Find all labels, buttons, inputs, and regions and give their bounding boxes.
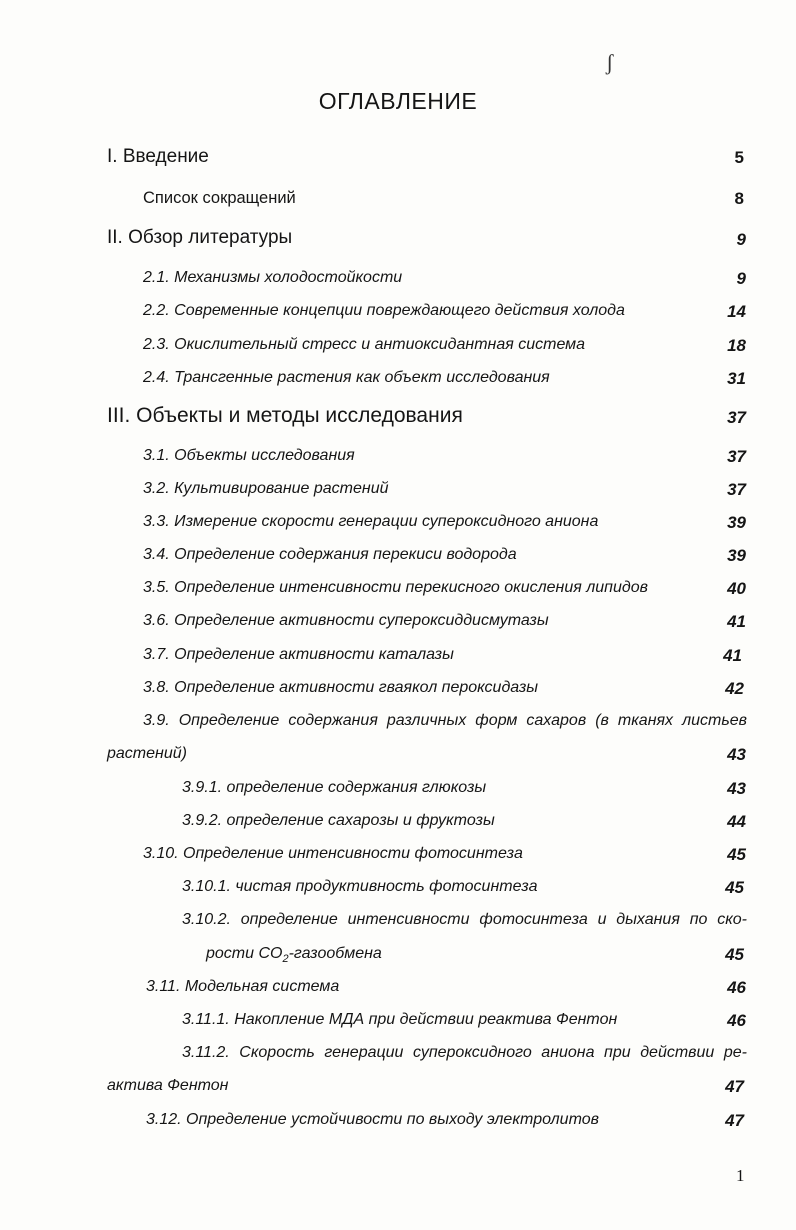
toc-entry[interactable] <box>0 336 796 364</box>
toc-entry-label: III. Объекты и методы исследования <box>107 404 463 427</box>
toc-entry-page: 5 <box>734 148 744 167</box>
toc-entry-page: 14 <box>727 302 746 321</box>
toc-entry-page: 47 <box>725 1111 744 1130</box>
toc-entry[interactable] <box>0 546 796 574</box>
toc-entry-page: 40 <box>727 579 746 598</box>
toc-entry[interactable] <box>0 679 796 707</box>
toc-entry-label: 3.7. Определение активности каталазы <box>143 646 454 663</box>
toc-entry-label: 3.8. Определение активности гваякол пероксидазы <box>143 679 539 696</box>
toc-entry-label: 3.1. Объекты исследования <box>143 447 355 464</box>
toc-entry-label-line2: растений) <box>107 745 187 762</box>
toc-entry[interactable] <box>0 369 796 397</box>
toc-entry-page: 31 <box>727 369 746 388</box>
toc-entry[interactable] <box>0 878 796 906</box>
toc-entry-page: 44 <box>727 812 746 831</box>
toc-entry-page: 37 <box>727 408 746 427</box>
toc-entry[interactable] <box>0 911 796 973</box>
toc-entry-page: 45 <box>725 945 744 964</box>
toc-entry-label: 3.9.2. определение сахарозы и фруктозы <box>182 812 495 829</box>
toc-entry-page: 39 <box>727 546 746 565</box>
toc-entry-page: 8 <box>734 189 744 208</box>
toc-entry-label-line1: 3.11.2. Скорость генерации супероксидного аниона при действии ре- <box>182 1044 747 1061</box>
toc-entry-page: 37 <box>727 447 746 466</box>
toc-entry-label: 3.5. Определение интенсивности перекисного окисления липидов <box>143 579 648 596</box>
toc-entry-label: 2.2. Современные концепции повреждающего действия холода <box>143 302 625 319</box>
toc-entry-page: 41 <box>727 612 746 631</box>
toc-entry-page: 47 <box>725 1077 744 1096</box>
toc-entry-label: 3.10.1. чистая продуктивность фотосинтеза <box>182 878 538 895</box>
toc-entry-label: 3.6. Определение активности супероксиддисмутазы <box>143 612 549 629</box>
toc-entry[interactable] <box>0 269 796 297</box>
toc-entry-label: 3.3. Измерение скорости генерации супероксидного аниона <box>143 513 599 530</box>
toc-entry-label: 2.3. Окислительный стресс и антиоксидантная система <box>143 336 586 353</box>
toc-entry[interactable] <box>0 612 796 640</box>
toc-entry[interactable] <box>0 1044 796 1106</box>
toc-entry-label-line1: 3.10.2. определение интенсивности фотосинтеза и дыхания по ско- <box>182 911 747 928</box>
toc-entry[interactable] <box>0 579 796 607</box>
toc-entry-page: 46 <box>727 1011 746 1030</box>
toc-entry-label-line1: 3.9. Определение содержания различных форм сахаров (в тканях листьев <box>143 712 747 729</box>
toc-entry-page: 41 <box>723 646 742 665</box>
toc-entry-page: 46 <box>727 978 746 997</box>
toc-entry[interactable] <box>0 189 796 217</box>
toc-entry-label: Список сокращений <box>143 189 296 207</box>
toc-entry[interactable] <box>0 779 796 807</box>
toc-entry-label: 3.2. Культивирование растений <box>143 480 389 497</box>
toc-entry[interactable] <box>0 447 796 475</box>
page-title: ОГЛАВЛЕНИЕ <box>318 88 478 114</box>
toc-entry-page: 9 <box>736 230 746 249</box>
toc-entry[interactable] <box>0 1011 796 1039</box>
toc-entry[interactable] <box>0 712 796 774</box>
toc-entry-page: 42 <box>725 679 744 698</box>
page-number: 1 <box>736 1166 745 1185</box>
toc-entry-label: 3.9.1. определение содержания глюкозы <box>182 779 487 796</box>
scan-mark: ʃ <box>606 50 614 75</box>
toc-entry[interactable] <box>0 845 796 873</box>
toc-entry-label: 3.12. Определение устойчивости по выходу электролитов <box>146 1111 599 1128</box>
toc-entry[interactable] <box>0 302 796 330</box>
toc-entry-label: 3.4. Определение содержания перекиси водорода <box>143 546 517 563</box>
toc-entry[interactable] <box>0 812 796 840</box>
toc-entry-page: 43 <box>727 745 746 764</box>
toc-entry-label: 3.11. Модельная система <box>146 978 340 995</box>
toc-entry-page: 43 <box>727 779 746 798</box>
toc-entry-label-line2: рости $CO_2$-газообмена <box>206 945 382 966</box>
toc-entry-label: 3.11.1. Накопление МДА при действии реактива Фентон <box>182 1011 618 1028</box>
toc-entry[interactable] <box>0 513 796 541</box>
toc-entry[interactable] <box>0 146 796 174</box>
toc-entry-page: 9 <box>736 269 746 288</box>
toc-entry-label-line2: актива Фентон <box>107 1077 229 1094</box>
toc-entry[interactable] <box>0 404 796 432</box>
toc-entry[interactable] <box>0 227 796 255</box>
toc-entry[interactable] <box>0 646 796 674</box>
toc-entry[interactable] <box>0 978 796 1006</box>
toc-entry-page: 18 <box>727 336 746 355</box>
toc-entry-page: 45 <box>727 845 746 864</box>
toc-entry[interactable] <box>0 480 796 508</box>
toc-entry-page: 45 <box>725 878 744 897</box>
toc-entry-label: II. Обзор литературы <box>107 227 293 248</box>
toc-entry-label: 2.4. Трансгенные растения как объект исследования <box>143 369 550 386</box>
toc-entry-label: I. Введение <box>107 146 209 167</box>
toc-entry-label: 2.1. Механизмы холодостойкости <box>143 269 403 286</box>
toc-entry[interactable] <box>0 1111 796 1139</box>
toc-entry-page: 39 <box>727 513 746 532</box>
toc-entry-label: 3.10. Определение интенсивности фотосинтеза <box>143 845 523 862</box>
toc-entry-page: 37 <box>727 480 746 499</box>
